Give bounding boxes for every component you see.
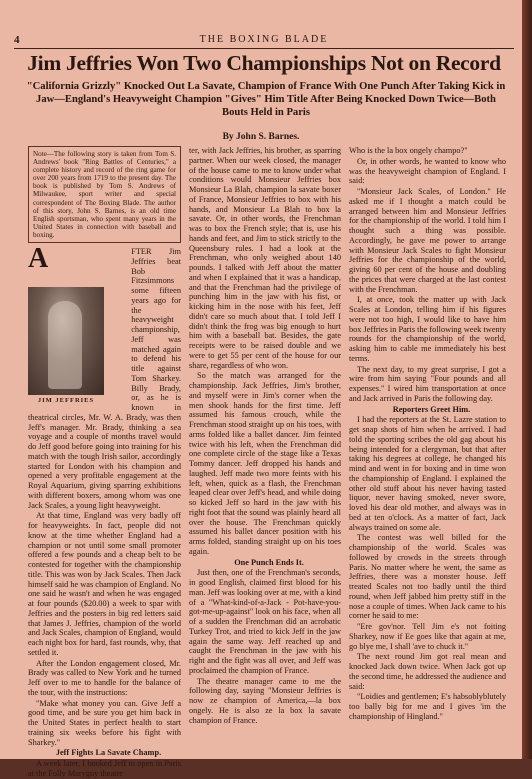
column-2 <box>189 146 341 746</box>
paragraph: ter, with Jack Jeffries, his brother, as sparring partner. When our week closed, the manager of the house came to me to know under what conditions would Monsieur Jeffries box Monsieur La Blah, champion la savate boxer of France, Monsieur Jeffries to box with his hands, and Monsieur La Blah to box la savate. Or, in other words, the Frenchman was to box the French style; that is, use his hands and feet, and Jim to stick strictly to the Queensbury rules. I had a look at the Frenchman, who only weighed about 140 pounds. I talked with Jeff about the matter and when I explained that it was a handicap, and that the Frenchman had the privilege of punching him in the jaw with his fist, or kicking him in the nose with his feet, Jeff didn't care so much about that. I told Jeff I didn't think the frog was big enough to hurt him with a baseball bat. Besides, the gate receipts were to be raised double and we were to get 55 per cent of the house for our share, regardless of who won. <box>189 146 341 370</box>
drop-cap: A <box>28 243 49 275</box>
paragraph: The next day, to my great surprise, I got a wire from him saying "Four pounds and all expenses." I wired him transportation at once and Jack arrived in Paris the following day. <box>349 364 506 403</box>
paragraph: The next round Jim got real mean and knocked Jack down twice. When Jack got up the second time, he addressed the audience and said: <box>349 652 506 691</box>
photo-jeffries <box>28 287 104 404</box>
subheading: Jeff Fights La Savate Champ. <box>55 748 162 758</box>
paragraph: Or, in other words, he wanted to know who was the heavyweight champion of England. I said: <box>349 156 506 186</box>
paragraph: "Loidies and gentlemen; E's habsoblyblutely too bally big for me and I gives 'im the championship of Hingland." <box>349 692 506 721</box>
editor-note: Note—The following story is taken from Tom S. Andrews' book "Ring Battles of Centuries," a complete history and record of the ring game for over 200 years from 1719 to the present day. The book is published by Tom S. Andrews of Milwaukee, sport writer and special correspondent of The Boxing Blade. The author of this story, John S. Barnes, is an old time English sportsman, who spent many years in the United States in connection with baseball and boxing. <box>28 146 181 243</box>
paragraph: "Ere gov'nor. Tell Jim e's not foiting Sharkey, now if Ee goes like that again at me, go blye me, I shall 'ave to chuck it." <box>349 622 506 651</box>
photo-caption: JIM JEFFRIES <box>37 397 95 404</box>
subheading: Reporters Greet Him. <box>392 404 471 414</box>
paragraph: The theatre manager came to me the following day, saying "Monsieur Jeffries is now ze champion of America,—la box ongely. He is also ze la box la savate champion of France. <box>189 676 341 725</box>
paragraph: Who is the la box ongely champo?" <box>349 146 468 155</box>
paragraph: "Make what money you can. Give Jeff a good time, and be sure you get him back in the United States in perfect health to start training six weeks before his fight with Sharkey." <box>28 698 181 747</box>
paragraph: The contest was well billed for the championship of the world. Scales was followed by crowds in the streets through Paris. No matter where he went, the same as Jeffries, there was a monster house. Jeff treated Scales not too badly until the third round, when Jeff jabbed him pretty stiff in the nose a couple of times. When Jack came to his corner he said to me: <box>349 533 506 621</box>
paragraph: After the London engagement closed, Mr. Brady was called to New York and he turned Jeff over to me to handle for the balance of the tour, with the instructions: <box>28 658 181 697</box>
book-binding <box>522 0 532 759</box>
column-1 <box>28 146 181 778</box>
article-deck: "California Grizzly" Knocked Out La Savate, Champion of France With One Punch After Taking Kick in Jaw—England's Heavyweight Champion "Gives" Him Title After Being Knocked Down Twice—Both Bouts Held in Paris <box>26 81 506 118</box>
subheading: One Punch Ends It. <box>234 557 304 567</box>
byline: By John S. Barnes. <box>222 132 300 142</box>
paragraph: Just then, one of the Frenchman's seconds, in good English, claimed first blood for his man. Jeff was looking over at me, with a kind of a "What-kind-of-a-Jack - Pot-have-you-got-me-up-against" look on his face, when all of a sudden the Frenchman did an acrobatic Turkey Trot, and tried to kick Jeff in the jaw again the same way. Jeff reached up and caught the Frenchman in the jaw with his right and the fight was all over, and Jeff was proclaimed the champion of France. <box>189 568 341 675</box>
page-number: 4 <box>14 34 20 46</box>
publication-title: THE BOXING BLADE <box>199 34 329 45</box>
paragraph: At that time, England was very badly off for heavyweights. In fact, people did not know at the time whether England had a champion or not until some small promoter offered a few pounds and a cheap belt to be contested for together with the championship title. This was won by Jack Scales. Then Jack himself said he was champion of England. No one said he wasn't and when he was engaged at four pounds ($20.00) a week to spar with Jeffries and the posters in big red letters said that James J. Jeffries, champion of the world and Jack Scales, champion of England, would each night box for hard, fast rounds, why, that settled it. <box>28 511 181 657</box>
paragraph: I had the reporters at the St. Lazre station to get snap shots of him when he arrived. I had told the sporting scribes the old gag about his being intended for a clergyman, but that after taking his degrees at college, he changed his mind and went in for boxing and in time won the championship of England. I explained the other old stuff about his never having tasted liquor, never having smoked, never swore, loved his dear old mother, and always was in bed at ten o'clock. As a matter of fact, Jack always trained on some ale. <box>349 415 506 532</box>
paragraph: I, at once, took the matter up with Jack Scales at London, telling him if his figures were not too high, I would like to have him box Jeffries in Paris the following week twenty rounds for the championship of the world, asking him to cable me immediately his best terms. <box>349 295 506 363</box>
column-3 <box>349 146 506 746</box>
paragraph: "Monsieur Jack Scales, of London." He asked me if I thought a match could be arranged between him and Monsieur Jeffries for the championship of the world. I told him I thought such a thing was possible. Accordingly, he gave me power to arrange with Monsieur Jack Scales to fight Monsieur Jeffries for the championship of the world, giving 60 per cent of the house and doubling the prices that were charged at the last contest with the Frenchman. <box>349 187 506 294</box>
running-header <box>14 34 514 48</box>
opening-paragraph: A FTER Jim Jeffries beat Bob Fitzsimmons some fifteen years ago for the heavyweight championship, Jeff was matched again to defend his title against Tom Sharkey. Billy Brady, or, as he is known in theatrical circles, Mr. W. A. Brady, was then Jeff's manager. Mr. Brady, thinking a sea voyage and a couple of months travel would do Jeff good before going into training for his match with the tough Irish sailor, accordingly started for London with his champion and opened a very profitable engagement at the Royal Aquarium, giving sparring exhibitions with different boxers, among whom was one Jack Scales, a young light heavyweight. <box>28 243 181 510</box>
article-title: Jim Jeffries Won Two Championships Not on Record <box>27 51 501 75</box>
portrait-photo <box>28 287 104 395</box>
header-rule <box>14 48 514 49</box>
paragraph: A week later, I booked Jeff to open in Paris at the Folly Marygny theatre <box>28 759 181 778</box>
paragraph: So the match was arranged for the championship. Jack Jeffries, Jim's brother, and myself were in Jim's corner when the men shook hands for the first time. Jeff assumed his famous crouch, while the Frenchman stood straight up on his toes, with arms folded like a ballet dancer. Jim feinted twice with his left, when the Frenchman did one complete circle of the stage like a Texas Tommy dancer. Jeff dropped his hands and laughed. Jeff made two more feints with his left, when, quick as a flash, the Frenchman leaped clear over Jeff's head, and while doing so kicked Jeff so hard in the jaw with his right foot that the sound was plainly heard all over the house. The Frenchman quickly assumed his ballet dancer position with his arms folded, standing straight up on his toes again. <box>189 371 341 556</box>
